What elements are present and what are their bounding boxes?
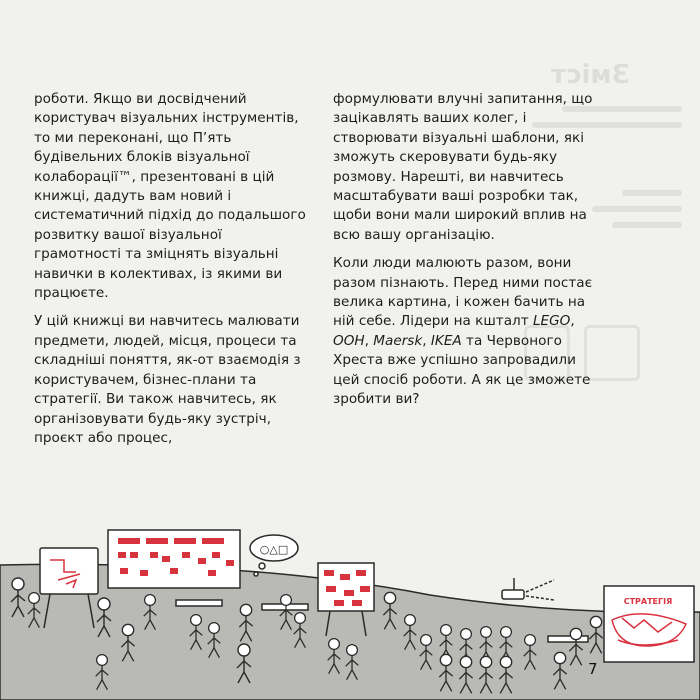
left-text-column — [34, 90, 306, 457]
brand-ikea: IKEA — [430, 332, 462, 349]
process-board — [108, 530, 240, 588]
left-paragraph-2: У цій книжці ви навчитесь малювати предмети, людей, місця, процеси та складніші поняття, як-от взаємодія з користувачем, бізнес-плани та стратегії. Ви також навчитесь, як організовувати будь-яку зустріч, проєкт або процес, — [34, 313, 301, 446]
bleed-through-reverse-page: Зміст — [510, 60, 700, 440]
speech-bubble-symbols: ○△□ — [259, 543, 289, 556]
page-number: 7 — [588, 660, 598, 678]
right-paragraph-1: формулювати влучні запитання, що зацікавлять ваших колег, і створювати візуальні шаблони, які зможуть скеровувати будь-яку розмову. Нарешті, ви навчитесь масштабувати ваші розробки так, щоби вони мали широкий вплив на всю вашу організацію. — [333, 91, 593, 243]
left-paragraph-1: роботи. Якщо ви досвідчений користувач візуальних інструментів, то ми переконані, що П’ять будівельних блоків візуальної колаборації™, презентовані в цій книжці, дадуть вам новий і систематичний підхід до подальшого розвитку вашої візуальної грамотності та зміцнять візуальні навички в колективах, із якими ви працюєте. — [34, 91, 306, 302]
brand-lego: LEGO — [532, 313, 571, 330]
brand-ooh: OOH — [333, 332, 365, 349]
right-text-column — [333, 90, 605, 419]
brand-maersk: Maersk — [373, 332, 423, 349]
strategy-board-label: СТРАТЕГІЯ — [623, 597, 673, 606]
right-paragraph-2: Коли люди малюють разом, вони разом пізнають. Перед ними постає велика картина, і кожен бачить на ній себе. Лідери на кшталт LEGO, OOH, Maersk, IKEA та Червоного Хреста вже успішно запровадили цей спосіб роботи. А як це зможете зробити ви? — [333, 255, 593, 408]
projector — [502, 578, 554, 600]
